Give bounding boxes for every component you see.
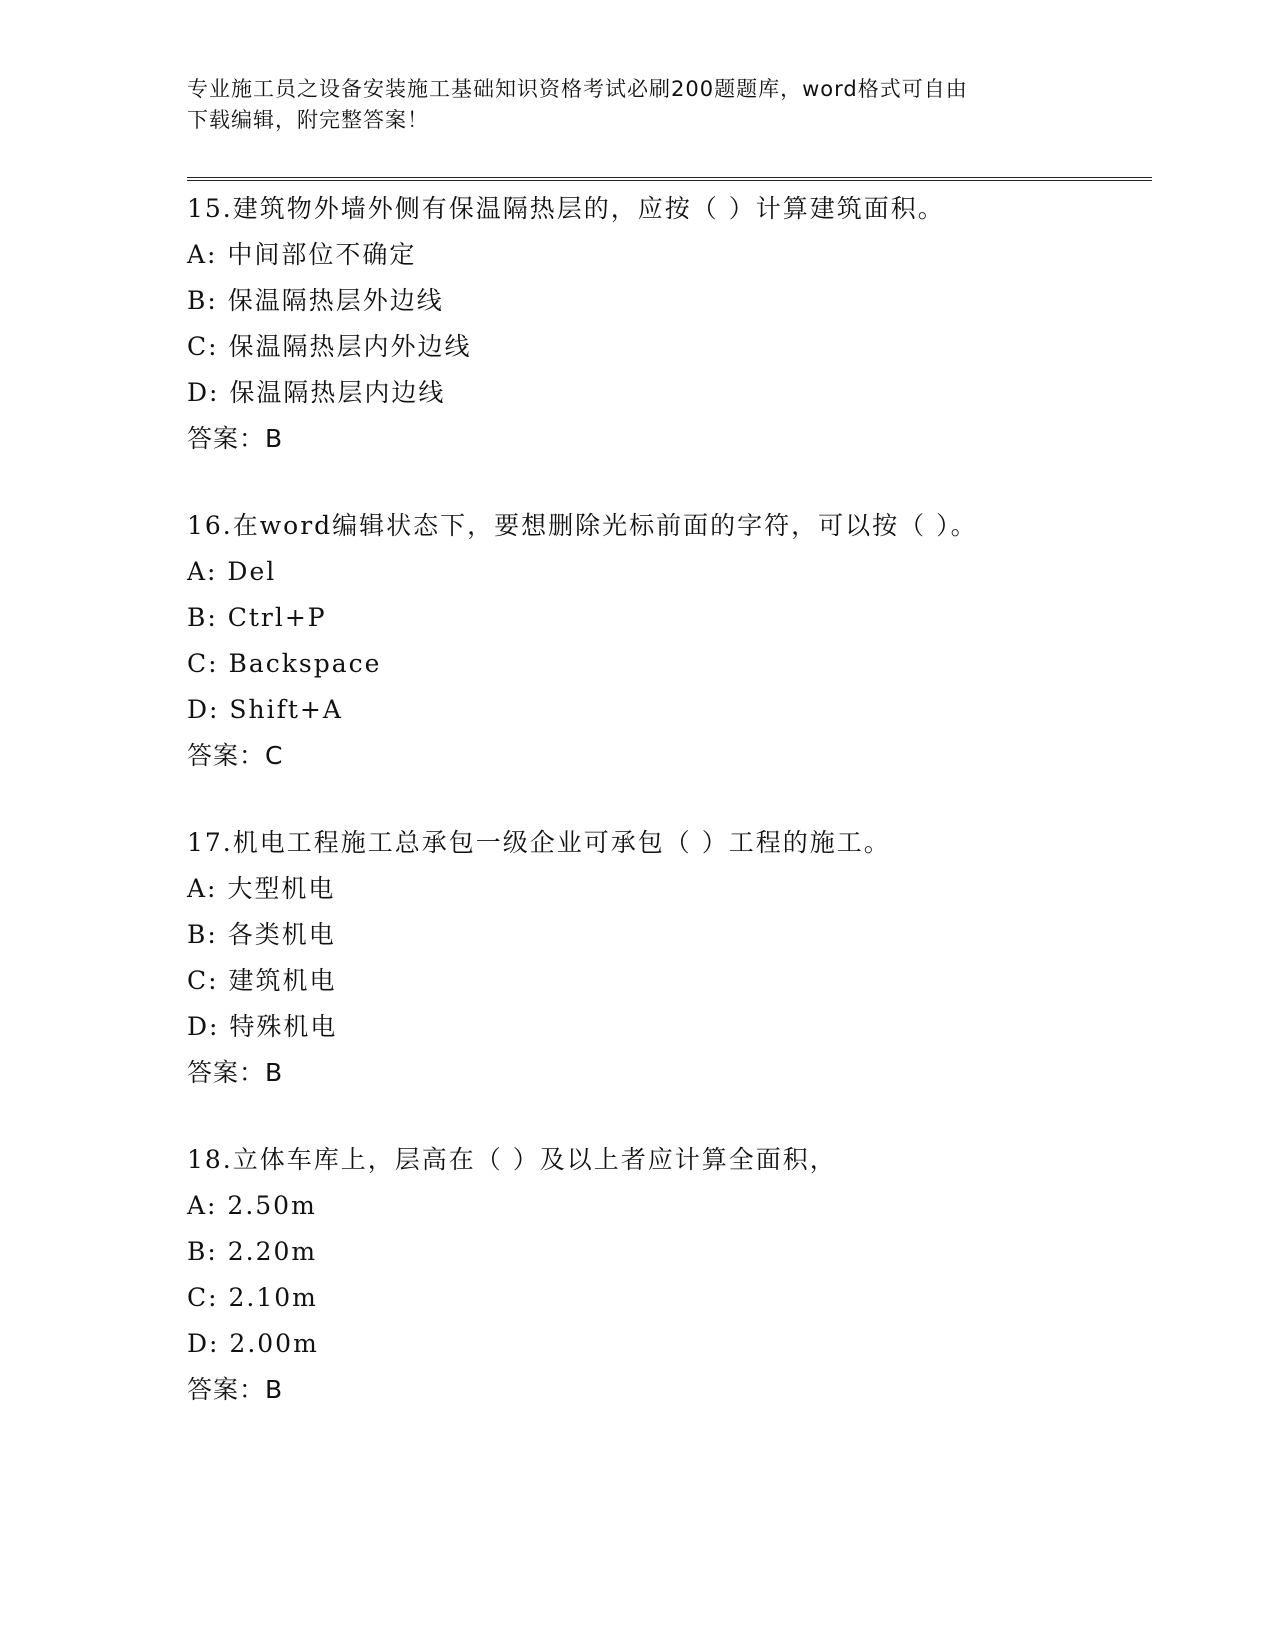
question-stem: 18.立体车库上，层高在（ ）及以上者应计算全面积， [187,1145,837,1174]
option-c: C: 建筑机电 [187,966,337,995]
answer: 答案：B [187,1058,284,1087]
option-c: C: 2.10m [187,1283,318,1312]
option-b: B: 2.20m [187,1237,318,1266]
question-17 [187,820,1147,1096]
option-a: A: Del [187,557,277,586]
question-16 [187,503,1147,779]
answer: 答案：B [187,1375,284,1404]
answer: 答案：B [187,424,284,453]
question-stem: 15.建筑物外墙外侧有保温隔热层的，应按（ ）计算建筑面积。 [187,194,945,223]
option-d: D: 特殊机电 [187,1012,338,1041]
question-18 [187,1137,1147,1413]
option-a: A: 中间部位不确定 [187,240,417,269]
option-b: B: 保温隔热层外边线 [187,286,444,315]
header-divider [187,177,1152,181]
answer: 答案：C [187,741,284,770]
option-d: D: 保温隔热层内边线 [187,378,446,407]
option-d: D: Shift+A [187,695,343,724]
option-b: B: Ctrl+P [187,603,327,632]
option-c: C: 保温隔热层内外边线 [187,332,472,361]
option-d: D: 2.00m [187,1329,319,1358]
option-a: A: 2.50m [187,1191,317,1220]
document-header [187,74,1087,136]
question-stem: 17.机电工程施工总承包一级企业可承包（ ）工程的施工。 [187,828,891,857]
question-15 [187,186,1147,462]
option-b: B: 各类机电 [187,920,336,949]
option-c: C: Backspace [187,649,382,678]
question-stem: 16.在word编辑状态下，要想删除光标前面的字符，可以按（ ）。 [187,511,978,540]
header-line-1: 专业施工员之设备安装施工基础知识资格考试必刷200题题库，word格式可自由 [187,77,968,101]
header-line-2: 下载编辑，附完整答案！ [187,108,429,132]
option-a: A: 大型机电 [187,874,336,903]
